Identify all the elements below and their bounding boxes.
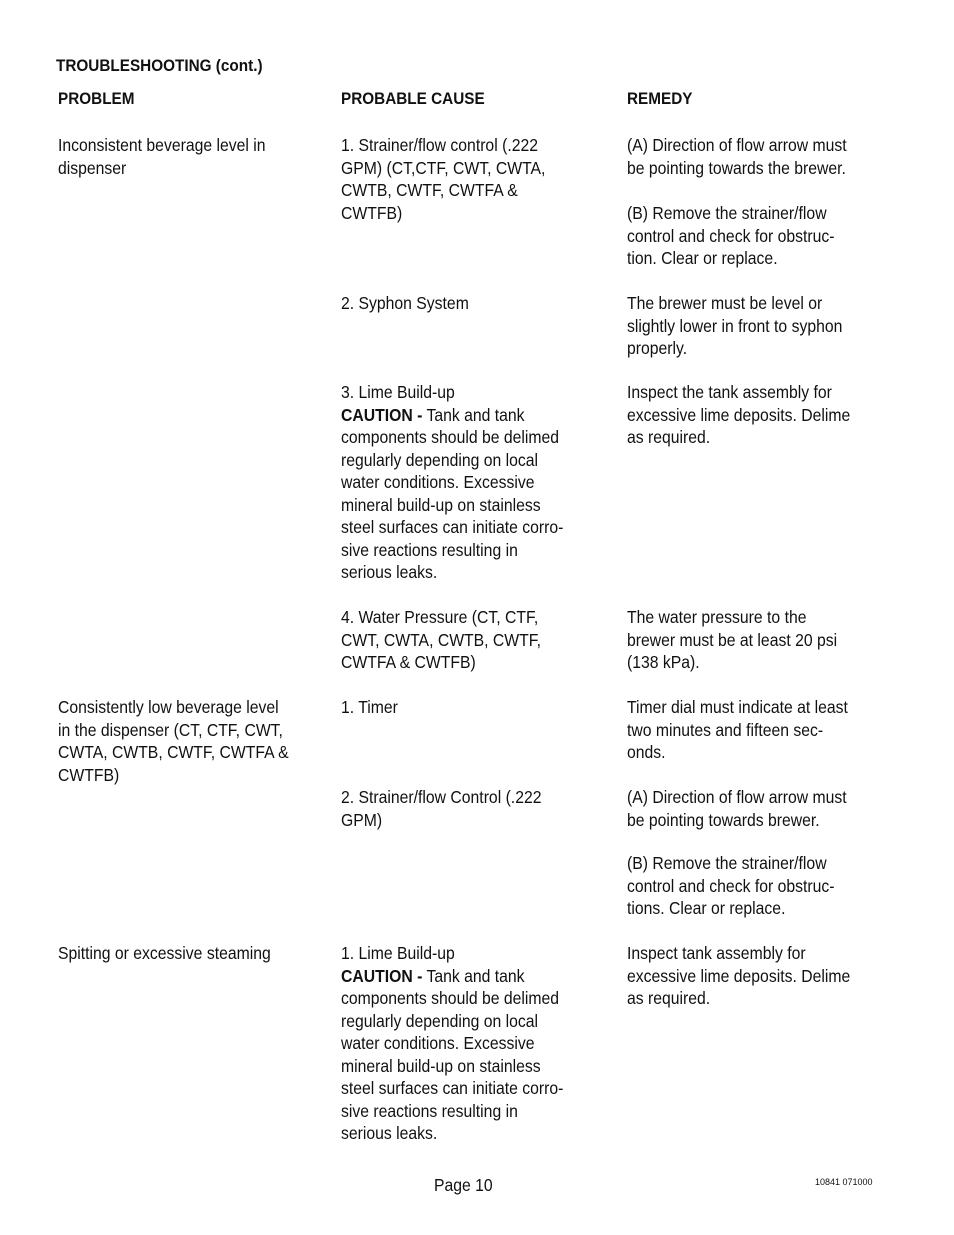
page-number: Page 10: [434, 1175, 493, 1195]
text-line: CWT, CWTA, CWTB, CWTF,: [341, 629, 542, 650]
remedy-timer-dial: [627, 696, 848, 764]
text-line: steel surfaces can initiate corro-: [341, 517, 564, 537]
cause-water-pressure: [341, 606, 541, 674]
text-line: dispenser: [58, 157, 127, 178]
text-line: CWTB, CWTF, CWTFA &: [341, 180, 518, 200]
text-line: GPM) (CT,CTF, CWT, CWTA,: [341, 157, 546, 178]
caution-first-line: [341, 404, 563, 427]
text-line: regularly depending on local: [341, 449, 539, 470]
remedy-inspect-tank: [627, 381, 850, 449]
text-line: onds.: [627, 742, 666, 762]
cause-lime-build-up: [341, 381, 563, 584]
remedy-brewer-level: [627, 292, 842, 360]
text-line: be pointing towards brewer.: [627, 809, 820, 830]
text-line: as required.: [627, 988, 711, 1008]
caution-first-line: [341, 965, 563, 988]
text-line: properly.: [627, 338, 688, 358]
text-line: control and check for obstruc-: [627, 875, 835, 896]
problem-consistently-low-level: [58, 696, 289, 786]
remedy-water-pressure: [627, 606, 837, 674]
column-header-remedy: REMEDY: [627, 89, 693, 108]
text-line: water conditions. Excessive: [341, 472, 535, 492]
text-line: (A) Direction of flow arrow must: [627, 787, 847, 807]
text-line: 1. Strainer/flow control (.222: [341, 135, 538, 155]
text-line: in the dispenser (CT, CTF, CWT,: [58, 719, 283, 740]
text-line: CWTFA & CWTFB): [341, 652, 476, 672]
text-line: regularly depending on local: [341, 1010, 539, 1031]
problem-spitting-steaming: [58, 942, 271, 965]
document-code: 10841 071000: [815, 1177, 873, 1187]
text-line: The water pressure to the: [627, 607, 807, 627]
text-line: Timer dial must indicate at least: [627, 697, 848, 717]
text-line: excessive lime deposits. Delime: [627, 965, 851, 986]
text-line: as required.: [627, 427, 711, 447]
text-line: serious leaks.: [341, 562, 438, 582]
text-line: be pointing towards the brewer.: [627, 157, 846, 178]
text-line: slightly lower in front to syphon: [627, 315, 843, 336]
column-header-probable-cause: PROBABLE CAUSE: [341, 89, 485, 108]
column-header-problem: PROBLEM: [58, 89, 135, 108]
text-line: The brewer must be level or: [627, 293, 823, 313]
text-line: two minutes and fifteen sec-: [627, 719, 824, 740]
cause-strainer-flow-control: [341, 134, 545, 224]
text-line: 1. Lime Build-up: [341, 943, 455, 963]
text-line: 4. Water Pressure (CT, CTF,: [341, 607, 539, 627]
text-line: control and check for obstruc-: [627, 225, 835, 246]
text-line: components should be delimed: [341, 988, 560, 1008]
text-line: CWTA, CWTB, CWTF, CWTFA &: [58, 742, 289, 762]
text-line: Consistently low beverage level: [58, 697, 279, 717]
text-line: excessive lime deposits. Delime: [627, 404, 851, 425]
text-line: CWTFB): [341, 202, 403, 223]
remedy-flow-arrow-direction-2: [627, 786, 847, 831]
text-line: mineral build-up on stainless: [341, 494, 541, 515]
text-line: CWTFB): [58, 764, 120, 785]
caution-label: CAUTION -: [341, 965, 423, 986]
text-line: Inspect tank assembly for: [627, 943, 806, 963]
text-line: 2. Syphon System: [341, 293, 469, 313]
text-line: mineral build-up on stainless: [341, 1055, 541, 1076]
text-line: steel surfaces can initiate corro-: [341, 1078, 564, 1098]
section-title: TROUBLESHOOTING (cont.): [56, 56, 263, 75]
cause-lime-build-up-2: [341, 942, 563, 1145]
remedy-flow-arrow-direction: [627, 134, 847, 179]
text-line: 3. Lime Build-up: [341, 382, 455, 402]
remedy-remove-strainer-2: [627, 852, 834, 920]
cause-timer: [341, 696, 398, 719]
caution-text: Tank and tank: [422, 404, 525, 425]
text-line: GPM): [341, 809, 383, 830]
caution-text: Tank and tank: [422, 965, 525, 986]
cause-strainer-flow-control-2: [341, 786, 541, 831]
text-line: (B) Remove the strainer/flow: [627, 203, 827, 223]
text-line: Inconsistent beverage level in: [58, 135, 266, 155]
text-line: sive reactions resulting in: [341, 1100, 518, 1121]
text-line: water conditions. Excessive: [341, 1033, 535, 1053]
text-line: tions. Clear or replace.: [627, 898, 786, 918]
text-line: serious leaks.: [341, 1123, 438, 1143]
text-line: tion. Clear or replace.: [627, 248, 778, 268]
text-line: Spitting or excessive steaming: [58, 943, 271, 963]
text-line: components should be delimed: [341, 427, 560, 447]
text-line: 2. Strainer/flow Control (.222: [341, 787, 542, 807]
text-line: (138 kPa).: [627, 652, 700, 672]
text-line: brewer must be at least 20 psi: [627, 629, 838, 650]
text-line: sive reactions resulting in: [341, 539, 518, 560]
text-line: (B) Remove the strainer/flow: [627, 853, 827, 873]
remedy-remove-strainer: [627, 202, 834, 270]
caution-label: CAUTION -: [341, 404, 423, 425]
cause-syphon-system: [341, 292, 469, 315]
problem-inconsistent-level: [58, 134, 266, 179]
text-line: (A) Direction of flow arrow must: [627, 135, 847, 155]
remedy-inspect-tank-2: [627, 942, 850, 1010]
text-line: Inspect the tank assembly for: [627, 382, 832, 402]
text-line: 1. Timer: [341, 697, 398, 717]
